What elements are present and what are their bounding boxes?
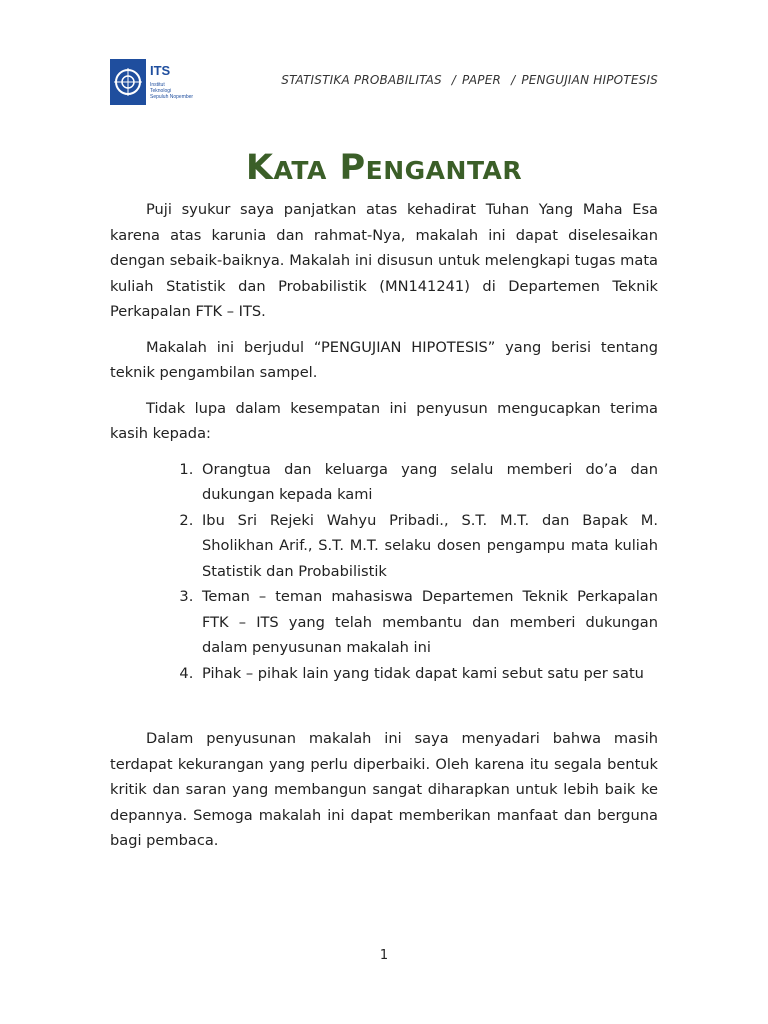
breadcrumb-topic: PENGUJIAN HIPOTESIS: [521, 73, 658, 87]
list-item: 2. Ibu Sri Rejeki Wahyu Pribadi., S.T. M.T. dan Bapak M. Sholikhan Arif., S.T. M.T. selaku dosen pengampu mata kuliah Statistik dan Probabilistik: [198, 508, 658, 585]
page-number: 1: [379, 948, 389, 963]
closing-paragraph: Dalam penyusunan makalah ini saya menyadari bahwa masih terdapat kekurangan yang perlu diperbaiki. Oleh karena itu segala bentuk kritik dan saran yang membangun sangat diharapkan untuk lebih baik ke depannya. Semoga makalah ini dapat memberikan manfaat dan berguna bagi pembaca.: [110, 730, 658, 849]
logo-text: ITS: [150, 63, 171, 78]
topic-paragraph: Makalah ini berjudul “PENGUJIAN HIPOTESIS” yang berisi tentang teknik pengambilan sampel.: [110, 338, 658, 381]
acknowledgement-list: [110, 457, 658, 687]
document-body: [110, 197, 658, 864]
breadcrumb-separator: /: [451, 73, 457, 87]
intro-paragraph: Puji syukur saya panjatkan atas kehadirat Tuhan Yang Maha Esa karena atas karunia dan rahmat-Nya, makalah ini dapat diselesaikan dengan sebaik-baiknya. Makalah ini disusun untuk melengkapi tugas mata kuliah Statistik dan Probabilistik (MN141241) di Departemen Teknik Perkapalan FTK – ITS.: [110, 201, 658, 320]
logo-subtext-2: Teknologi: [150, 88, 172, 94]
breadcrumb-course: STATISTIKA PROBABILITAS: [281, 73, 442, 87]
thanks-paragraph: Tidak lupa dalam kesempatan ini penyusun mengucapkan terima kasih kepada:: [110, 399, 658, 442]
page-header: [110, 55, 660, 105]
list-item: 3. Teman – teman mahasiswa Departemen Teknik Perkapalan FTK – ITS yang telah membantu dan memberi dukungan dalam penyusunan makalah ini: [198, 584, 658, 661]
breadcrumb-separator: /: [511, 73, 516, 87]
logo-subtext-1: Institut: [150, 82, 165, 88]
page-title: Kata Pengantar: [245, 148, 523, 188]
its-logo: [110, 59, 222, 105]
list-item: 1. Orangtua dan keluarga yang selalu memberi do’a dan dukungan kepada kami: [198, 457, 658, 508]
breadcrumb-type: PAPER: [462, 73, 502, 87]
logo-subtext-3: Sepuluh Nopember: [150, 94, 194, 100]
list-item: 4. Pihak – pihak lain yang tidak dapat kami sebut satu per satu: [198, 661, 658, 687]
breadcrumb: [281, 73, 658, 87]
